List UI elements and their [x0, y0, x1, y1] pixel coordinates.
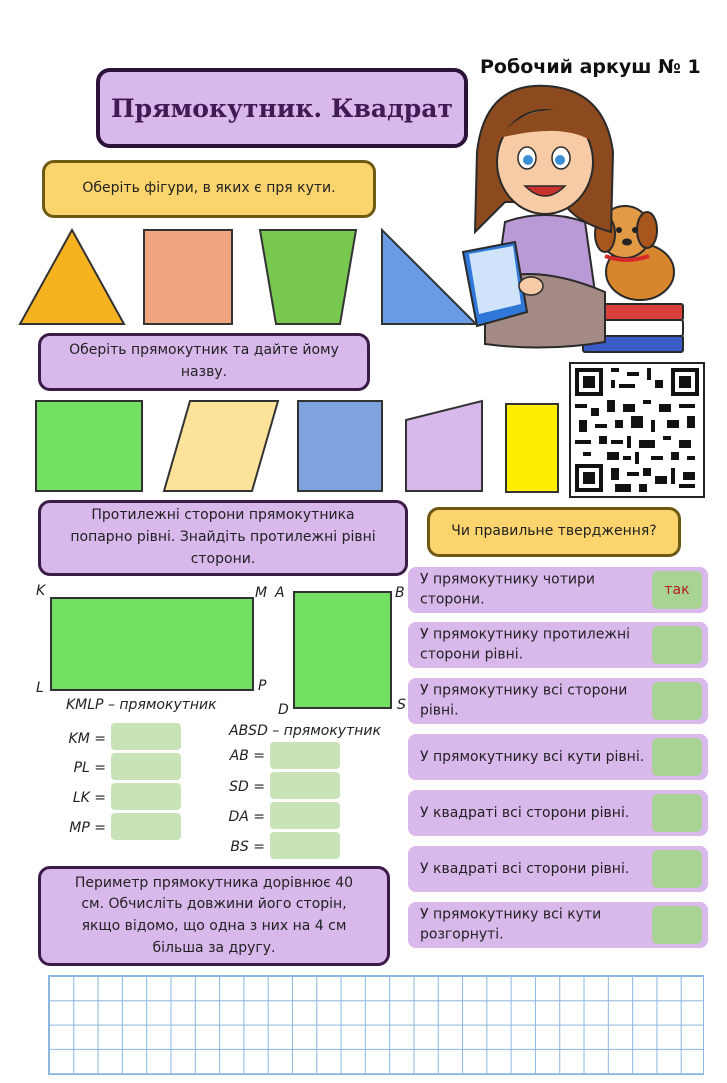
rect2-caption: ABSD – прямокутник	[229, 723, 381, 739]
input-km[interactable]	[111, 723, 181, 750]
worksheet-number: Робочий аркуш № 1	[480, 56, 701, 78]
vertex-b: B	[395, 585, 405, 601]
statement-text: У прямокутнику всі кути рівні.	[420, 748, 645, 765]
shape-triangle[interactable]	[20, 230, 124, 324]
field-label-lk: LK =	[72, 790, 106, 806]
question-box	[427, 507, 681, 557]
statement-row	[408, 678, 708, 724]
vertex-l: L	[36, 680, 44, 696]
statement-row	[408, 567, 708, 613]
task-3-box	[38, 500, 408, 576]
rectangle-kmlp	[50, 597, 254, 691]
field-label-km: KM =	[68, 731, 106, 747]
answer-box[interactable]	[652, 682, 702, 720]
vertex-d: D	[278, 702, 289, 718]
vertex-s: S	[397, 697, 406, 713]
task-2-text: Оберіть прямокутник та дайте йому назву.	[69, 342, 339, 380]
task-3-text: Протилежні сторони прямокутника попарно рівні. Знайдіть протилежні рівні сторони.	[70, 507, 376, 567]
input-bs[interactable]	[270, 832, 340, 859]
field-label-pl: PL =	[73, 760, 106, 776]
statement-text: У прямокутнику чотири сторони.	[420, 571, 595, 608]
task-1-box	[42, 160, 376, 218]
shape-trapezoid[interactable]	[260, 230, 356, 324]
rectangle-absd	[293, 591, 392, 709]
field-label-mp: MP =	[69, 820, 106, 836]
girl-reading-illustration	[455, 82, 695, 360]
answer-box[interactable]	[652, 738, 702, 776]
input-mp[interactable]	[111, 813, 181, 840]
statement-text: У квадраті всі сторони рівні.	[420, 860, 630, 877]
input-ab[interactable]	[270, 742, 340, 769]
field-label-sd: SD =	[229, 779, 265, 795]
answer-box[interactable]	[652, 626, 702, 664]
field-label-da: DA =	[228, 809, 265, 825]
input-pl[interactable]	[111, 753, 181, 780]
vertex-k: K	[36, 583, 46, 599]
field-label-ab: AB =	[229, 748, 265, 764]
rect1-caption: KMLP – прямокутник	[66, 697, 217, 713]
statement-row	[408, 846, 708, 892]
shape-green-square[interactable]	[36, 401, 142, 491]
qr-code-image	[571, 364, 703, 496]
task-2-box	[38, 333, 370, 391]
field-label-bs: BS =	[230, 839, 265, 855]
grid-answer-area[interactable]	[48, 975, 704, 1075]
qr-code[interactable]	[569, 362, 705, 498]
input-lk[interactable]	[111, 783, 181, 810]
input-da[interactable]	[270, 802, 340, 829]
statement-row	[408, 902, 708, 948]
statement-row	[408, 734, 708, 780]
vertex-p: P	[258, 678, 267, 694]
statement-text: У прямокутнику всі сторони рівні.	[420, 682, 628, 719]
statement-text: У прямокутнику протилежні сторони рівні.	[420, 626, 630, 663]
statement-row	[408, 790, 708, 836]
shape-square[interactable]	[144, 230, 232, 324]
statement-text: У прямокутнику всі кути розгорнуті.	[420, 906, 602, 943]
answer-box[interactable]	[652, 794, 702, 832]
shape-right-triangle[interactable]	[382, 230, 476, 324]
shape-yellow-rectangle[interactable]	[506, 404, 558, 492]
question-text: Чи правильне твердження?	[451, 523, 657, 540]
answer-box[interactable]: так	[652, 571, 702, 609]
shape-blue-square[interactable]	[298, 401, 382, 491]
statement-text: У квадраті всі сторони рівні.	[420, 804, 630, 821]
input-sd[interactable]	[270, 772, 340, 799]
vertex-m: M	[255, 585, 268, 601]
task-1-text: Оберіть фігури, в яких є пря кути.	[82, 180, 336, 197]
shapes-row-2	[34, 398, 564, 494]
shapes-row-1	[18, 226, 488, 326]
answer-box[interactable]	[652, 906, 702, 944]
statement-row	[408, 622, 708, 668]
shape-parallelogram[interactable]	[164, 401, 278, 491]
title-box	[96, 68, 468, 148]
task-4-box	[38, 866, 390, 966]
task-4-text: Периметр прямокутника дорівнює 40 см. Обчисліть довжини його сторін, якщо відомо, що одна з них на 4 см більша за другу.	[74, 874, 354, 956]
answer-box[interactable]	[652, 850, 702, 888]
page-title: Прямокутник. Квадрат	[111, 93, 453, 123]
vertex-a: A	[275, 585, 285, 601]
shape-trapezoid-purple[interactable]	[406, 401, 482, 491]
